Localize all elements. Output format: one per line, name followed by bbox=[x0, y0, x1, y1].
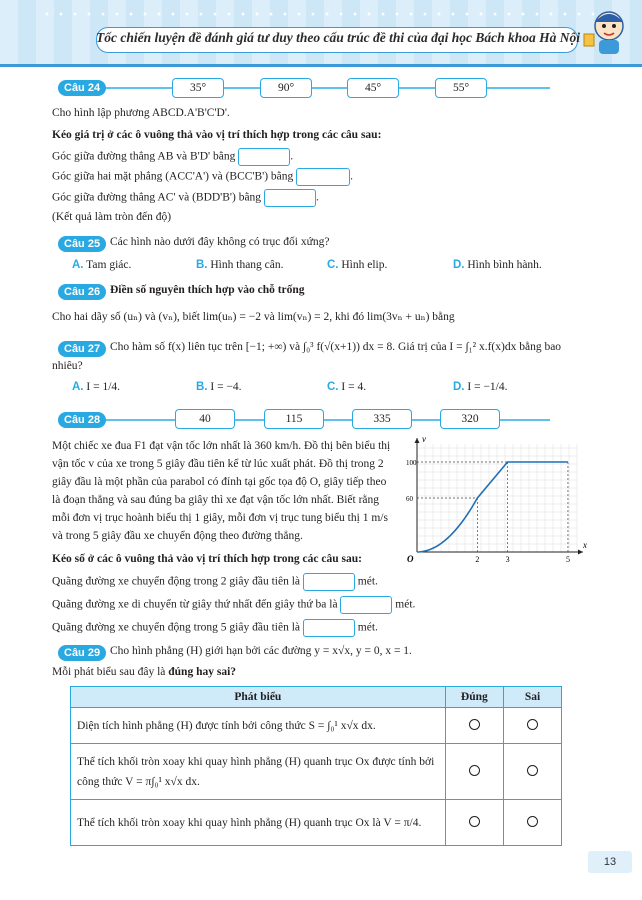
option-text: Hình thang cân. bbox=[210, 259, 284, 271]
q28-blank-2-after: mét. bbox=[395, 598, 416, 611]
statement-cell bbox=[71, 744, 446, 800]
header-underline bbox=[0, 64, 642, 67]
header-statement: Phát biểu bbox=[71, 687, 446, 708]
statement-1: Diện tích hình phẳng (H) được tính bởi công thức S = ∫₀¹ x√x dx. bbox=[77, 719, 376, 732]
drag-tile-55[interactable]: 55° bbox=[435, 78, 487, 98]
q26-instruction: Điền số nguyên thích hợp vào chỗ trống bbox=[110, 284, 305, 296]
drag-tile-90[interactable]: 90° bbox=[260, 78, 312, 98]
q28-blank-line-2 bbox=[52, 596, 415, 614]
table-row bbox=[71, 708, 562, 744]
q24-line-3: Góc giữa đường thẳng AC' và (BDD'B') bằng . bbox=[52, 189, 319, 207]
q29-subtext bbox=[52, 666, 236, 678]
drop-slot-q28-1[interactable] bbox=[303, 573, 355, 591]
option-text: I = 4. bbox=[341, 381, 367, 393]
q29-text: Cho hình phẳng (H) giới hạn bởi các đường y = x√x, y = 0, x = 1. bbox=[110, 645, 412, 657]
q25-option-a[interactable] bbox=[72, 259, 131, 271]
drop-slot-q28-2[interactable] bbox=[340, 596, 392, 614]
q28-para-4: là đoạn thẳng và sau đúng ba giây thì xe đạt vận tốc lớn nhất. Biết rằng bbox=[52, 494, 380, 506]
velocity-curve bbox=[417, 462, 568, 552]
q28-para-5: mỗi đơn vị trục hoành biểu thị 1 giây, mỗi đơn vị trục tung biểu thị 1 m/s bbox=[52, 512, 388, 524]
q28-para-2: vận tốc v của xe trong 5 giây đầu tiên kể từ lúc xuất phát. Đồ thị trong 2 bbox=[52, 458, 384, 470]
drag-tile-115[interactable]: 115 bbox=[264, 409, 324, 429]
header-false: Sai bbox=[503, 687, 561, 708]
q27-option-d[interactable] bbox=[453, 381, 508, 393]
drag-tile-335[interactable]: 335 bbox=[352, 409, 412, 429]
option-letter: C. bbox=[327, 259, 339, 271]
question-28-badge: Câu 28 bbox=[58, 412, 106, 428]
q27-text-2: nhiêu? bbox=[52, 360, 83, 372]
true-cell bbox=[445, 744, 503, 800]
y-tick-label: 100 bbox=[406, 459, 417, 467]
q24-intro: Cho hình lập phương ABCD.A'B'C'D'. bbox=[52, 107, 230, 119]
q28-para-3: giây đầu là một phần của parabol có đỉnh tại gốc tọa độ O, giây tiếp theo bbox=[52, 476, 387, 488]
q24-line-3-text: Góc giữa đường thẳng AC' và (BDD'B') bằng bbox=[52, 191, 262, 204]
q26-text: Cho hai dãy số (uₙ) và (vₙ), biết lim(uₙ) = −2 và lim(vₙ) = 2, khi đó lim(3vₙ + uₙ) bằng bbox=[52, 311, 455, 323]
q25-option-d[interactable] bbox=[453, 259, 542, 271]
q24-line-2: Góc giữa hai mặt phẳng (ACC'A') và (BCC'B') bằng . bbox=[52, 168, 353, 186]
x-tick-label: 3 bbox=[505, 555, 510, 564]
q27-option-a[interactable] bbox=[72, 381, 120, 393]
y-tick-label: 60 bbox=[406, 495, 413, 503]
statement-cell bbox=[71, 708, 446, 744]
header-title: Tốc chiến luyện đề đánh giá tư duy theo cấu trúc đề thi của đại học Bách khoa Hà Nội bbox=[96, 30, 580, 45]
q29-subtext-b: đúng hay sai? bbox=[168, 666, 237, 678]
option-letter: A. bbox=[72, 259, 84, 271]
option-letter: A. bbox=[72, 381, 84, 393]
x-tick-label: 2 bbox=[475, 555, 480, 564]
x-tick-label: 5 bbox=[565, 555, 570, 564]
q27-option-b[interactable] bbox=[196, 381, 242, 393]
mascot-icon bbox=[582, 4, 636, 58]
true-cell bbox=[445, 708, 503, 744]
question-29-badge: Câu 29 bbox=[58, 645, 106, 661]
question-26-badge: Câu 26 bbox=[58, 284, 106, 300]
radio-true-3[interactable] bbox=[469, 816, 480, 827]
statement-2-line-2: công thức V = π∫₀¹ x√x dx. bbox=[77, 775, 200, 788]
page-number: 13 bbox=[588, 851, 632, 873]
false-cell bbox=[503, 800, 561, 846]
question-25-badge: Câu 25 bbox=[58, 236, 106, 252]
q28-blank-line-1 bbox=[52, 573, 378, 591]
x-axis-arrow bbox=[578, 550, 583, 555]
q28-blank-1-after: mét. bbox=[357, 575, 378, 588]
q25-option-b[interactable] bbox=[196, 259, 284, 271]
q28-blank-3-before: Quãng đường xe chuyển động trong 5 giây đầu tiên là bbox=[52, 621, 301, 634]
option-letter: B. bbox=[196, 381, 208, 393]
option-letter: D. bbox=[453, 259, 465, 271]
velocity-chart bbox=[405, 436, 585, 564]
q28-blank-3-after: mét. bbox=[357, 621, 378, 634]
true-false-table bbox=[70, 686, 562, 846]
option-text: I = −4. bbox=[210, 381, 242, 393]
q24-line-1: Góc giữa đường thẳng AB và B'D' bằng . bbox=[52, 148, 293, 166]
table-row bbox=[71, 744, 562, 800]
table-header-row bbox=[71, 687, 562, 708]
q24-note: (Kết quả làm tròn đến độ) bbox=[52, 211, 172, 223]
drag-tile-35[interactable]: 35° bbox=[172, 78, 224, 98]
x-axis-label: x bbox=[583, 540, 587, 550]
option-text: Hình elip. bbox=[341, 259, 388, 271]
q29-subtext-a: Mỗi phát biểu sau đây là bbox=[52, 666, 166, 678]
header-pattern bbox=[40, 10, 600, 18]
radio-false-3[interactable] bbox=[527, 816, 538, 827]
option-letter: D. bbox=[453, 381, 465, 393]
question-24-badge: Câu 24 bbox=[58, 80, 106, 96]
option-text: I = −1/4. bbox=[467, 381, 508, 393]
table-row bbox=[71, 800, 562, 846]
q25-option-c[interactable] bbox=[327, 259, 387, 271]
statement-2-line-1: Thể tích khối tròn xoay khi quay hình phẳng (H) quanh trục Ox được tính bởi bbox=[77, 755, 435, 768]
origin-label: O bbox=[407, 554, 414, 564]
q28-para-6: và trong 5 giây đầu xe chuyển động theo đường thẳng. bbox=[52, 530, 303, 542]
q28-para-1: Một chiếc xe đua F1 đạt vận tốc lớn nhất là 360 km/h. Đồ thị bên biểu thị bbox=[52, 440, 391, 452]
drag-tile-45[interactable]: 45° bbox=[347, 78, 399, 98]
q27-text: Cho hàm số f(x) liên tục trên [−1; +∞) và ∫₀³ f(√(x+1)) dx = 8. Giá trị của I = ∫₁² x.f(x)dx bằng bao bbox=[110, 341, 562, 353]
drag-tile-320[interactable]: 320 bbox=[440, 409, 500, 429]
statement-cell bbox=[71, 800, 446, 846]
q28-blank-1-before: Quãng đường xe chuyển động trong 2 giây đầu tiên là bbox=[52, 575, 301, 588]
q24-line-1-text: Góc giữa đường thẳng AB và B'D' bằng bbox=[52, 150, 236, 163]
false-cell bbox=[503, 708, 561, 744]
q24-instruction: Kéo giá trị ở các ô vuông thả vào vị trí thích hợp trong các câu sau: bbox=[52, 129, 382, 141]
statement-3: Thể tích khối tròn xoay khi quay hình phẳng (H) quanh trục Ox là V = π/4. bbox=[77, 816, 422, 829]
page-header bbox=[0, 0, 642, 60]
radio-false-2[interactable] bbox=[527, 765, 538, 776]
option-text: Tam giác. bbox=[86, 259, 132, 271]
y-axis-label: v bbox=[422, 434, 426, 444]
q25-text: Các hình nào dưới đây không có trục đối xứng? bbox=[110, 236, 330, 248]
true-cell bbox=[445, 800, 503, 846]
q28-instruction: Kéo số ở các ô vuông thả vào vị trí thích hợp trong các câu sau: bbox=[52, 553, 362, 565]
radio-true-1[interactable] bbox=[469, 719, 480, 730]
q28-blank-line-3 bbox=[52, 619, 378, 637]
drop-slot-q24-3[interactable] bbox=[264, 189, 316, 207]
option-text: I = 1/4. bbox=[86, 381, 121, 393]
drop-slot-q28-3[interactable] bbox=[303, 619, 355, 637]
q28-blank-2-before: Quãng đường xe di chuyển từ giây thứ nhất đến giây thứ ba là bbox=[52, 598, 338, 611]
question-27-badge: Câu 27 bbox=[58, 341, 106, 357]
option-letter: C. bbox=[327, 381, 339, 393]
radio-true-2[interactable] bbox=[469, 765, 480, 776]
header-true: Đúng bbox=[445, 687, 503, 708]
option-text: Hình bình hành. bbox=[467, 259, 542, 271]
y-axis-arrow bbox=[415, 438, 420, 443]
radio-false-1[interactable] bbox=[527, 719, 538, 730]
drag-tile-40[interactable]: 40 bbox=[175, 409, 235, 429]
drop-slot-q24-2[interactable] bbox=[296, 168, 350, 186]
q27-option-c[interactable] bbox=[327, 381, 366, 393]
drop-slot-q24-1[interactable] bbox=[238, 148, 290, 166]
q24-line-2-text: Góc giữa hai mặt phẳng (ACC'A') và (BCC'B') bằng bbox=[52, 170, 294, 183]
false-cell bbox=[503, 744, 561, 800]
option-letter: B. bbox=[196, 259, 208, 271]
